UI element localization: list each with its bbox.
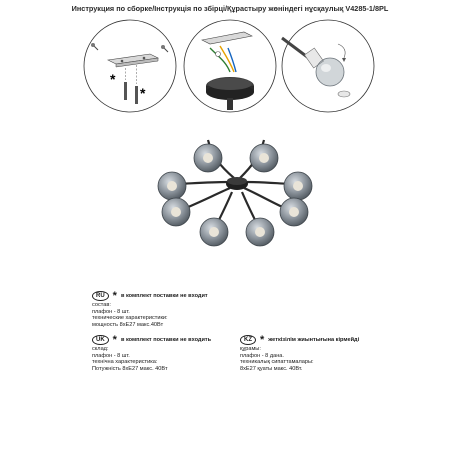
uk-line: технічна характеристика:: [92, 359, 158, 366]
kz-specification-block: [240, 334, 359, 372]
chandelier-illustration: [150, 126, 320, 250]
uk-specification-block: [92, 334, 211, 372]
uk-language-badge: UK: [92, 335, 109, 345]
kz-line: 8xE27 қуаты макс. 40Вт.: [240, 365, 303, 372]
step-3-shade-installation-illustration: [278, 18, 378, 118]
step-1-mounting-bracket-illustration: [78, 18, 182, 118]
uk-star-mark: *: [112, 334, 117, 346]
ru-language-badge: RU: [92, 291, 109, 301]
not-included-mark-2: *: [140, 85, 146, 101]
kz-line: құрамы:: [240, 346, 261, 352]
not-included-mark-1: *: [110, 71, 116, 87]
ru-line: состав:: [92, 302, 111, 308]
uk-line: склад:: [92, 346, 109, 352]
ru-star-mark: *: [112, 290, 117, 302]
ru-specification-block: [92, 290, 208, 328]
kz-star-mark: *: [260, 334, 265, 346]
ru-line: мощность 8xE27 макс.40Вт: [92, 321, 164, 328]
kz-not-included-note: жеткізілім жиынтығына кірмейді: [268, 336, 360, 343]
kz-line: плафон - 8 дана.: [240, 352, 284, 359]
ru-line: плафон - 8 шт.: [92, 308, 130, 315]
uk-not-included-note: в комплект поставки не входить: [120, 336, 212, 343]
ru-line: технические характеристики:: [92, 315, 168, 322]
step-2-wiring-illustration: [180, 18, 280, 118]
kz-line: техникалық сипаттамалары:: [240, 359, 314, 366]
uk-line: плафон - 8 шт.: [92, 352, 130, 359]
document-title: Инструкция по сборке/Інструкція по збірці/Құрастыру жөніндегі нұсқаулық V4285-1/8PL: [71, 4, 389, 13]
kz-language-badge: KZ: [240, 335, 256, 345]
ru-not-included-note: в комплект поставки не входит: [120, 292, 208, 299]
uk-line: Потужність 8xE27 макс. 40Вт: [92, 365, 168, 372]
